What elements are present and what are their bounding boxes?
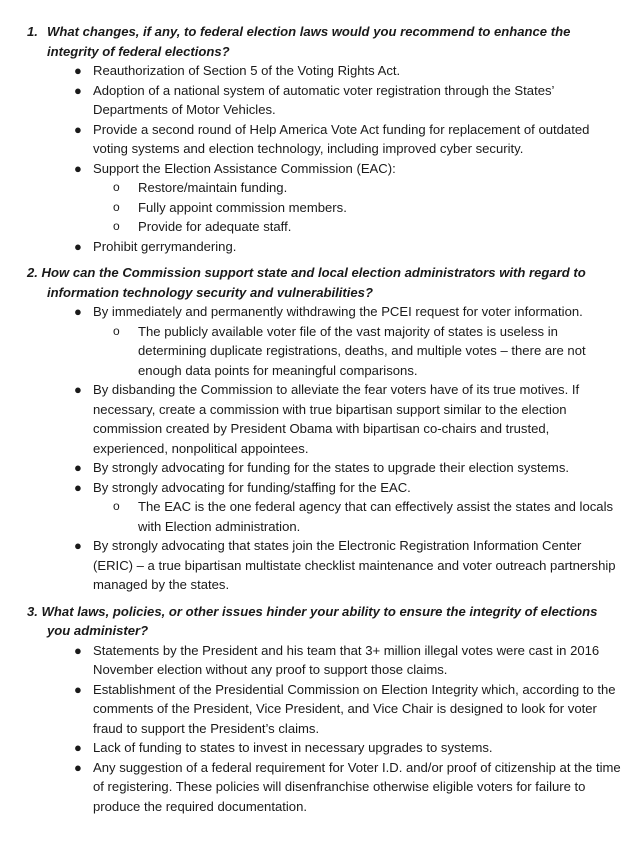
- bullet-icon: ●: [74, 382, 82, 397]
- sub-list: [93, 178, 624, 237]
- circle-bullet-icon: o: [113, 499, 120, 513]
- list-item: ● Provide a second round of Help America Vote Act funding for replacement of outdated voting systems and election technology, including improved cyber security.: [74, 121, 590, 156]
- sub-list-item: o The EAC is the one federal agency that can effectively assist the states and locals with Election administration.: [113, 499, 614, 534]
- circle-bullet-icon: o: [113, 199, 120, 214]
- sub-list-item: o The publicly available voter file of the vast majority of states is useless in determining duplicate registrations, deaths, and multiple votes – there are not enough data points for meaningful comparisons.: [113, 323, 586, 378]
- list-item: ● By immediately and permanently withdrawing the PCEI request for voter information. o The publicly available voter file of the vast majority of states is useless in determining duplicate registrations, deaths, and multiple votes – there are not enough data points for meaningful comparisons.: [93, 302, 624, 380]
- sub-list-item: o Fully appoint commission members.: [138, 198, 624, 218]
- bullet-icon: ●: [74, 759, 82, 775]
- answer-list: [27, 302, 624, 595]
- section-1: [27, 22, 624, 256]
- question-1: [27, 22, 624, 61]
- bullet-icon: ●: [74, 642, 82, 658]
- list-item: ● By strongly advocating for funding/staffing for the EAC. o The EAC is the one federal agency that can effectively assist the states and locals with Election administration.: [93, 478, 624, 537]
- section-2: [27, 263, 624, 595]
- circle-bullet-icon: o: [113, 219, 120, 233]
- question-2: 2. How can the Commission support state and local election administrators with regard to information technology security and vulnerabilities?: [27, 265, 586, 300]
- list-item: ● Any suggestion of a federal requirement for Voter I.D. and/or proof of citizenship at the time of registering. These policies will disenfranchise otherwise eligible voters for failure to produce the required documentation.: [74, 759, 621, 814]
- list-item: ● By strongly advocating that states join the Electronic Registration Information Center (ERIC) – a true bipartisan multistate checklist maintenance and voter outreach partnership managed by the states.: [74, 538, 616, 592]
- list-item: ● Adoption of a national system of automatic voter registration through the States’ Departments of Motor Vehicles.: [74, 82, 554, 117]
- circle-bullet-icon: o: [113, 323, 120, 338]
- sub-list-item: o Restore/maintain funding.: [138, 178, 624, 198]
- bullet-icon: ●: [74, 63, 82, 78]
- bullet-icon: ●: [74, 238, 82, 254]
- answer-list: [27, 641, 624, 817]
- list-item: ● By strongly advocating for funding for the states to upgrade their election systems.: [93, 458, 624, 478]
- list-item: ● Prohibit gerrymandering.: [93, 237, 624, 257]
- bullet-icon: ●: [74, 538, 82, 553]
- bullet-icon: ●: [74, 121, 82, 137]
- sub-list-item: o Provide for adequate staff.: [138, 217, 624, 237]
- list-item: ● Reauthorization of Section 5 of the Voting Rights Act.: [93, 61, 624, 81]
- list-item: ● Establishment of the Presidential Commission on Election Integrity which, according to the comments of the President, Vice President, and Vice Chair is designed to look for voter fraud to support the President’s claims.: [74, 681, 616, 736]
- question-text: What changes, if any, to federal election laws would you recommend to enhance the integrity of federal elections?: [47, 24, 571, 59]
- sub-list: [93, 497, 624, 536]
- bullet-icon: ●: [74, 681, 82, 697]
- bullet-icon: ●: [74, 82, 82, 98]
- list-item: ● By disbanding the Commission to alleviate the fear voters have of its true motives. If necessary, create a commission with true bipartisan support similar to the election commission created by President Obama with bipartisan co-chairs and trusted, experienced, nonpolitical appointees.: [74, 382, 580, 456]
- section-3: [27, 602, 624, 817]
- circle-bullet-icon: o: [113, 180, 120, 194]
- bullet-icon: ●: [74, 740, 82, 755]
- question-number: 1.: [27, 24, 38, 39]
- question-3: 3. What laws, policies, or other issues hinder your ability to ensure the integrity of elections you administer?: [27, 603, 598, 638]
- bullet-icon: ●: [74, 460, 82, 475]
- list-item: ● Support the Election Assistance Commission (EAC): o Restore/maintain funding. o Fully appoint commission members. o Provide for adequate staff.: [93, 159, 624, 237]
- list-item: ● Statements by the President and his team that 3+ million illegal votes were cast in 2016 November election without any proof to support those claims.: [74, 642, 600, 677]
- answer-list: [27, 61, 624, 256]
- bullet-icon: ●: [74, 479, 82, 495]
- sub-list: [93, 322, 624, 381]
- bullet-icon: ●: [74, 160, 82, 176]
- bullet-icon: ●: [74, 304, 82, 319]
- list-item: ● Lack of funding to states to invest in necessary upgrades to systems.: [93, 738, 624, 758]
